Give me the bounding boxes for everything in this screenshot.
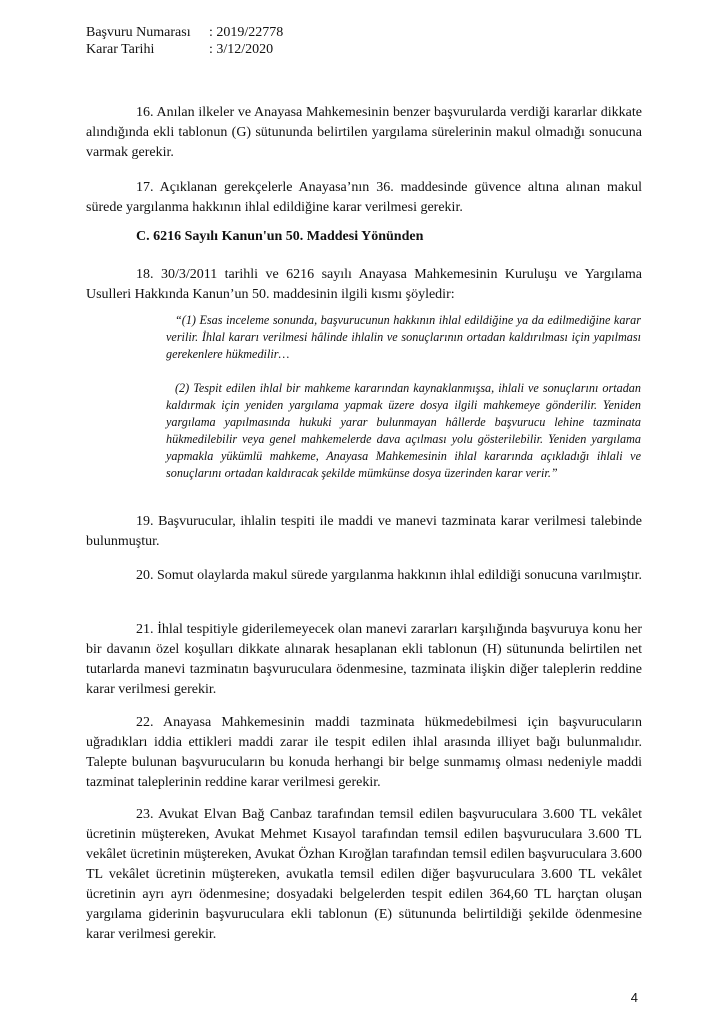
decision-date-row	[86, 41, 283, 58]
paragraph-21: 21. İhlal tespitiyle giderilemeyecek olan manevi zararları karşılığında başvuruya konu her bir davanın özel koşulları dikkate alınarak hesaplanan ekli tablonun (H) sütununda belirtilen net tutarlarda manevi tazminatın başvuruculara ödenmesine, tazminata ilişkin diğer taleplerin reddine karar verilmesi gerekir.	[86, 622, 642, 697]
decision-date-value: : 3/12/2020	[209, 42, 274, 57]
application-number-value: : 2019/22778	[209, 25, 284, 40]
paragraph-22: 22. Anayasa Mahkemesinin maddi tazminata hükmedebilmesi için başvurucuların uğradıkları iddia ettikleri maddi zarar ile tespit edilen ihlal arasında illiyet bağı bulunmalıdır. Talepte bulunan başvurucuların bu konuda herhangi bir belge sunmamış olması nedeniyle maddi tazminat taleplerinin reddine karar verilmesi gerekir.	[86, 715, 642, 790]
section-heading-c: C. 6216 Sayılı Kanun'un 50. Maddesi Yönünden	[136, 229, 424, 244]
paragraph-17: 17. Açıklanan gerekçelerle Anayasa’nın 36. maddesinde güvence altına alınan makul sürede yargılanma hakkının ihlal edildiğine karar verilmesi gerekir.	[86, 180, 642, 215]
paragraph-16: 16. Anılan ilkeler ve Anayasa Mahkemesinin benzer başvurularda verdiği kararlar dikkate alındığında ekli tablonun (G) sütununda belirtilen yargılama sürelerinin makul olmadığı sonucuna varmak gerekir.	[86, 105, 642, 160]
paragraph-20: 20. Somut olaylarda makul sürede yargılanma hakkının ihlal edildiği sonucuna varılmıştır.	[136, 568, 642, 583]
decision-date-label: Karar Tarihi	[86, 42, 155, 57]
page-number: 4	[630, 990, 638, 1005]
quote-clause-1: “(1) Esas inceleme sonunda, başvurucunun hakkının ihlal edildiğine ya da edilmediğine karar verilir. İhlal kararı verilmesi hâlinde ihlalin ve sonuçlarının ortadan kaldırılması için yapılması gerekenlere hükmedilir…	[166, 313, 641, 361]
paragraph-18: 18. 30/3/2011 tarihli ve 6216 sayılı Anayasa Mahkemesinin Kuruluşu ve Yargılama Usulleri Hakkında Kanun’un 50. maddesinin ilgili kısmı şöyledir:	[86, 267, 642, 302]
quote-clause-2: (2) Tespit edilen ihlal bir mahkeme kararından kaynaklanmışsa, ihlali ve sonuçlarını ortadan kaldırmak için yeniden yargılama yapmak üzere dosya ilgili mahkemeye gönderilir. Yeniden yargılama yapılmasında hukuki yarar bulunmayan hâllerde başvurucu lehine tazminata hükmedilebilir veya genel mahkemelerde dava açılması yolu gösterilebilir. Yeniden yargılama yapmakla yükümlü mahkeme, Anayasa Mahkemesinin ihlal kararında açıkladığı ihlali ve sonuçlarını ortadan kaldıracak şekilde mümkünse dosya üzerinden karar verir.”	[166, 381, 641, 480]
document-header	[86, 24, 283, 58]
application-number-row	[86, 24, 283, 41]
paragraph-23: 23. Avukat Elvan Bağ Canbaz tarafından temsil edilen başvuruculara 3.600 TL vekâlet ücretinin müştereken, Avukat Mehmet Kısayol tarafından temsil edilen başvuruculara 3.600 TL vekâlet ücretinin müştereken, Avukat Özhan Kıroğlan tarafından temsil edilen başvuruculara 3.600 TL vekâlet ücretinin müştereken, avukatla temsil edilen diğer başvuruculara 3.600 TL vekâlet ücretinin ayrı ayrı ödenmesine; dosyadaki belgelerden tespit edilen 364,60 TL harçtan oluşan yargılama giderinin başvuruculara ekli tablonun (E) sütununda belirtildiği şekilde ödenmesine karar verilmesi gerekir.	[86, 807, 642, 942]
application-number-label: Başvuru Numarası	[86, 25, 191, 40]
paragraph-19: 19. Başvurucular, ihlalin tespiti ile maddi ve manevi tazminata karar verilmesi talebinde bulunmuştur.	[86, 514, 642, 549]
